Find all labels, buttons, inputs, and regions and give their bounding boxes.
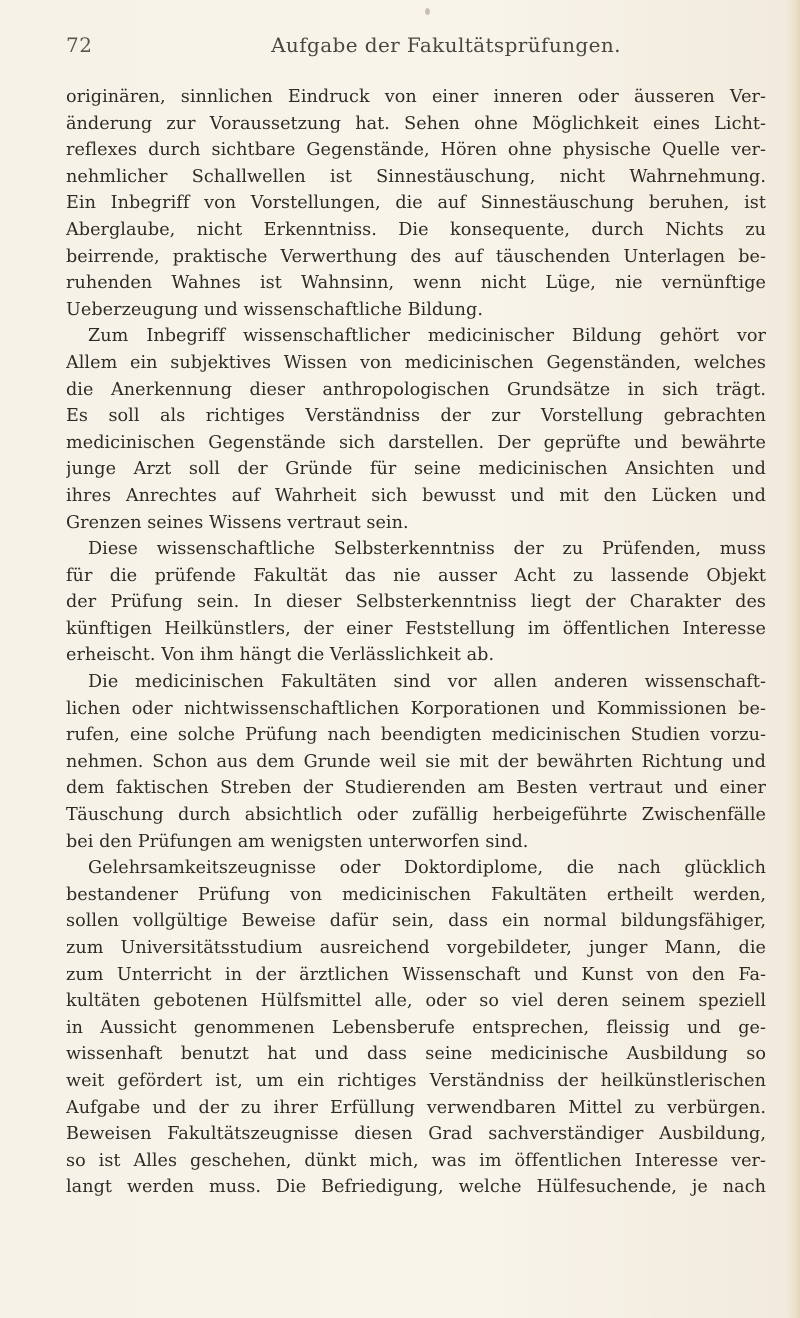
text-line: beirrende, praktische Verwerthung des auf täuschenden Unterlagen be- — [66, 246, 766, 267]
text-line: rufen, eine solche Prüfung nach beendigten medicinischen Studien vorzu- — [66, 725, 766, 746]
text-line: weit gefördert ist, um ein richtiges Verständniss der heilkünstlerischen — [66, 1070, 766, 1091]
text-line: ihres Anrechtes auf Wahrheit sich bewusst und mit den Lücken und — [66, 485, 766, 506]
text-line: kultäten gebotenen Hülfsmittel alle, oder so viel deren seinem speziell — [66, 991, 766, 1012]
text-line: dem faktischen Streben der Studierenden am Besten vertraut und einer — [66, 778, 766, 799]
text-line: Allem ein subjektives Wissen von medicinischen Gegenständen, welches — [66, 352, 766, 373]
text-line: nehmen. Schon aus dem Grunde weil sie mit der bewährten Richtung und — [66, 751, 766, 772]
text-line: langt werden muss. Die Befriedigung, welche Hülfesuchende, je nach — [66, 1177, 766, 1198]
text-line: in Aussicht genommenen Lebensberufe entsprechen, fleissig und ge- — [66, 1017, 766, 1038]
text-line: Es soll als richtiges Verständniss der zur Vorstellung gebrachten — [66, 406, 766, 427]
text-line: Aufgabe und der zu ihrer Erfüllung verwendbaren Mittel zu verbürgen. — [66, 1097, 766, 1118]
text-line: Beweisen Fakultätszeugnisse diesen Grad sachverständiger Ausbildung, — [66, 1124, 766, 1145]
text-line: erheischt. Von ihm hängt die Verlässlichkeit ab. — [66, 645, 495, 666]
text-line: für die prüfende Fakultät das nie ausser Acht zu lassende Objekt — [66, 565, 766, 586]
text-line: junge Arzt soll der Gründe für seine medicinischen Ansichten und — [66, 459, 766, 480]
text-line: nehmlicher Schallwellen ist Sinnestäuschung, nicht Wahrnehmung. — [66, 166, 766, 187]
text-line: sollen vollgültige Beweise dafür sein, dass ein normal bildungsfähiger, — [66, 911, 766, 932]
text-line: zum Unterricht in der ärztlichen Wissenschaft und Kunst von den Fa- — [66, 964, 766, 985]
page-edge-shading — [786, 0, 800, 1318]
paragraph-start-line: Zum Inbegriff wissenschaftlicher medicinischer Bildung gehört vor — [88, 326, 766, 347]
text-line: reflexes durch sichtbare Gegenstände, Hören ohne physische Quelle ver- — [66, 140, 766, 161]
text-line: medicinischen Gegenstände sich darstellen. Der geprüfte und bewährte — [66, 432, 766, 453]
text-line: zum Universitätsstudium ausreichend vorgebildeter, junger Mann, die — [66, 938, 766, 958]
text-line: bei den Prüfungen am wenigsten unterworfen sind. — [66, 831, 529, 852]
text-line: Ueberzeugung und wissenschaftliche Bildung. — [66, 299, 483, 320]
body-text — [66, 84, 766, 1201]
text-line: ruhenden Wahnes ist Wahnsinn, wenn nicht Lüge, nie vernünftige — [66, 273, 766, 294]
text-line: bestandener Prüfung von medicinischen Fakultäten ertheilt werden, — [66, 884, 766, 905]
text-line: änderung zur Voraussetzung hat. Sehen ohne Möglichkeit eines Licht- — [66, 113, 766, 134]
page-header — [66, 33, 764, 65]
paragraph-start-line: Gelehrsamkeitszeugnisse oder Doktordiplome, die nach glücklich — [88, 858, 766, 879]
text-line: Aberglaube, nicht Erkenntniss. Die konsequente, durch Nichts zu — [66, 219, 766, 240]
text-line: lichen oder nichtwissenschaftlichen Korporationen und Kommissionen be- — [66, 698, 766, 719]
text-line: die Anerkennung dieser anthropologischen Grundsätze in sich trägt. — [66, 379, 766, 400]
text-line: so ist Alles geschehen, dünkt mich, was im öffentlichen Interesse ver- — [66, 1150, 766, 1171]
running-title: Aufgabe der Fakultätsprüfungen. — [271, 33, 621, 57]
text-line: wissenhaft benutzt hat und dass seine medicinische Ausbildung so — [66, 1044, 766, 1065]
text-line: Ein Inbegriff von Vorstellungen, die auf Sinnestäuschung beruhen, ist — [66, 193, 766, 214]
text-line: Grenzen seines Wissens vertraut sein. — [66, 512, 409, 533]
paragraph-start-line: Die medicinischen Fakultäten sind vor allen anderen wissenschaft- — [88, 672, 766, 693]
paragraph-start-line: Diese wissenschaftliche Selbsterkenntniss der zu Prüfenden, muss — [88, 539, 766, 560]
page-number: 72 — [66, 33, 93, 57]
text-line: künftigen Heilkünstlers, der einer Feststellung im öffentlichen Interesse — [66, 618, 766, 639]
text-line: originären, sinnlichen Eindruck von einer inneren oder äusseren Ver- — [66, 87, 766, 107]
text-line: der Prüfung sein. In dieser Selbsterkenntniss liegt der Charakter des — [66, 592, 766, 613]
text-line: Täuschung durch absichtlich oder zufällig herbeigeführte Zwischenfälle — [66, 805, 766, 826]
ink-speck — [425, 8, 430, 15]
